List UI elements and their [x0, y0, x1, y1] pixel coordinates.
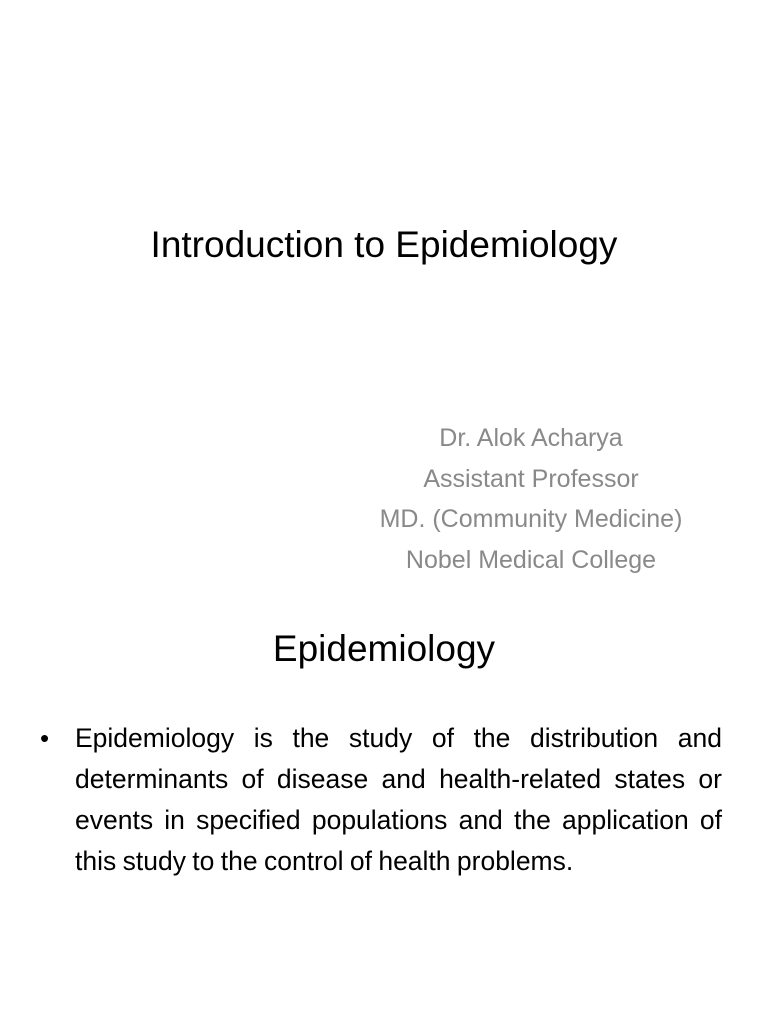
author-block	[330, 418, 732, 581]
slide-title-heading: Introduction to Epidemiology	[150, 224, 618, 265]
bullet-text: Epidemiology is the study of the distribution and determinants of disease and health-related states or events in specified populations and the application of this study to the control of health problems.	[75, 723, 722, 876]
author-degree: MD. (Community Medicine)	[379, 505, 683, 534]
bullet-icon: •	[40, 723, 50, 753]
bullet-item	[40, 718, 722, 882]
author-position: Assistant Professor	[423, 464, 639, 493]
author-name: Dr. Alok Acharya	[439, 424, 623, 452]
slide-definition	[0, 596, 768, 1024]
author-institution: Nobel Medical College	[405, 546, 657, 575]
slide-definition-heading: Epidemiology	[272, 628, 496, 669]
